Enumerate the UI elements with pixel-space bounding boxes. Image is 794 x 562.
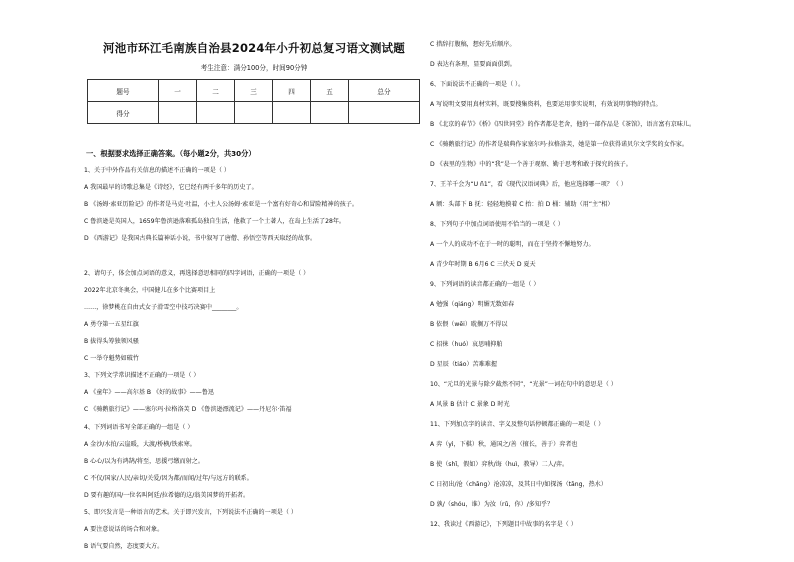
score-cell[interactable] (272, 102, 310, 124)
score-table-score-row (88, 102, 420, 124)
question-line: D 孰/（shóu，谁）为汝（rǔ，你）/多知乎？ (430, 501, 554, 508)
question-line: B 拔得头筹独领风骚 (84, 338, 139, 345)
question-line: A 风景 B 估计 C 景象 D 时光 (430, 401, 510, 408)
question-line: 11、下列加点字的读音、字义及整句话停顿都正确的一项是（ ） (430, 421, 605, 428)
question-line: D 星辰（tiáo）苦难难握 (430, 361, 497, 368)
score-cell[interactable] (348, 102, 419, 124)
question-line: A 要注意说话的场合和对象。 (84, 526, 164, 534)
section-heading: 一、根据要求选择正确答案。（每小题2分，共30分） (86, 149, 256, 158)
question-line: C 一举夺魁势如破竹 (84, 355, 139, 363)
question-line: 6、下面说法不正确的一项是（ ）。 (430, 81, 525, 88)
score-header-cell: 二 (196, 80, 234, 102)
question-line: A 金沙/水拍/云崖暖，大渡/桥横/铁索寒。 (84, 440, 196, 448)
question-line: A 额：头部下 B 抚：轻轻地摸着 C 抬：拍 D 桶：辅助（用“主”相） (430, 201, 614, 208)
question-line: A 一个人的成功不在于一时的聪明，而在于坚持不懈地努力。 (430, 241, 595, 248)
question-line: 2、请句子，体会加点词语的意义，再选择意思相同的四字词语，正确的一项是（ ） (84, 269, 310, 277)
question-line: ……，徐梦桃在自由式女子滑雪空中技巧决赛中________。 (84, 303, 243, 311)
question-line: 12、我读过《西游记》，下列题目中故事的名字是（ ） (430, 521, 577, 528)
score-row-label: 得分 (88, 102, 159, 124)
question-line: B 《北京的春节》《桥》《四世同堂》的作者都是老舍，他的一部作品是《茶馆》，语言富有京味儿。 (430, 121, 696, 128)
question-line: B 使（shǐ，假如）弈秋/诲（huì，教导）二人/弈。 (430, 461, 569, 468)
score-cell[interactable] (234, 102, 272, 124)
question-line: A 写说明文要用真材实料，既要搜集资料，也要运用事实说明，有效说明事物的特点。 (430, 101, 662, 108)
question-line: C 《骑鹅旅行记》——塞尔玛·拉格洛芙 D 《鲁滨逊漂流记》——丹尼尔·笛福 (84, 406, 292, 414)
question-line: 5、即兴发言是一种语言的艺术。关于即兴发言，下列说法不正确的一项是（ ） (84, 509, 298, 516)
score-header-cell: 总分 (348, 80, 419, 102)
score-table-header-row (88, 80, 420, 102)
question-line: C 鲁滨逊是英国人，1659年鲁滨逊落难孤岛独自生活，他救了一个土著人，在岛上生活了28年。 (84, 218, 346, 226)
score-header-cell: 一 (158, 80, 196, 102)
question-line: 8、下列句子中加点词语使用不恰当的一项是（ ） (430, 221, 564, 228)
question-line: B 语气要自然，态度要大方。 (84, 543, 164, 551)
exam-title: 河池市环江毛南族自治县2024年小升初总复习语文测试题 (103, 41, 405, 55)
question-line: 3、下列文学常识描述不正确的一项是（ ） (84, 372, 200, 380)
question-line: C 招徕（huó）哀思哺抑舶 (430, 341, 503, 348)
question-line: A 青少年时期 B 6月6 C 三伏天 D 夏天 (430, 261, 536, 268)
question-line: B 《汤姆·索亚历险记》的作者是马克·吐温，小主人公汤姆·索亚是一个富有好奇心和冒险精神的孩子。 (84, 201, 358, 209)
question-line: C 措辞打腹稿，想好先后顺序。 (430, 41, 516, 48)
exam-notice: 考生注意：满分100分，时间90分钟 (200, 64, 308, 72)
question-line: B 心心/以为有鸿鹄/将至，思援弓缴而射之。 (84, 457, 204, 465)
question-line: A 我国最早的诗歌总集是《诗经》，它已经有两千多年的历史了。 (84, 184, 258, 192)
score-table (87, 79, 420, 124)
question-line: D 要有趣的国/一位名叫阿廷/拉希德的这/翁美国梦的开拓者。 (84, 491, 250, 499)
score-header-cell: 三 (234, 80, 272, 102)
question-line: A 勇夺第一五星红旗 (84, 320, 139, 328)
question-line: 2022年北京冬奥会，中国健儿在多个比赛项目上 (84, 286, 216, 294)
score-cell[interactable] (310, 102, 348, 124)
score-header-cell: 题号 (88, 80, 159, 102)
score-header-cell: 五 (310, 80, 348, 102)
score-cell[interactable] (196, 102, 234, 124)
question-line: D 表达有条理，显要面面俱到。 (430, 61, 516, 68)
question-line: 7、王羊千会为“U ñ1”，看《现代汉语词典》后，他应选择哪一项？（ ） (430, 181, 627, 188)
question-line: A 《童年》——高尔基 B 《好的故事》——鲁迅 (84, 389, 214, 397)
question-line: 4、下列词语书写全部正确的一组是（ ） (84, 423, 194, 431)
question-line: A 勉强（qiáng）明媚无数如春 (430, 301, 515, 308)
question-line: C 日初出/沧（chāng）沧凉凉，及其日中/如探汤（tāng，热水） (430, 481, 607, 488)
score-header-cell: 四 (272, 80, 310, 102)
question-line: D 《西游记》是我国古典长篇神话小说，书中叙写了唐僧、孙悟空等西天取经的故事。 (84, 235, 317, 243)
question-line: B 依偎（wēi）耽搁万不得以 (430, 321, 508, 328)
question-line: 1、关于中外作品有关信息的描述不正确的一项是（ ） (84, 167, 230, 174)
question-line: 10、“元旦的光景与除夕截然不同”，“光景”一词在句中的意思是（ ） (430, 381, 617, 388)
score-cell[interactable] (158, 102, 196, 124)
question-line: C 不仅/国家/人民/亲切/关爱/因为都/而闻/过年/与远方的联系。 (84, 474, 253, 482)
question-line: C 《骑鹅旅行记》的作者是瑞典作家塞尔玛·拉格洛芙，她是第一位获得诺贝尔文学奖的女作家。 (430, 141, 688, 148)
question-line: D 《表里的生物》中的“我”是一个善于观察、勤于思考和敢于探究的孩子。 (430, 161, 632, 168)
question-line: A 弈（yì，下棋）秋，通国之/善（擅长，善于）弈者也 (430, 441, 578, 448)
question-line: 9、下列词语的读音都正确的一组是（ ） (430, 281, 540, 288)
